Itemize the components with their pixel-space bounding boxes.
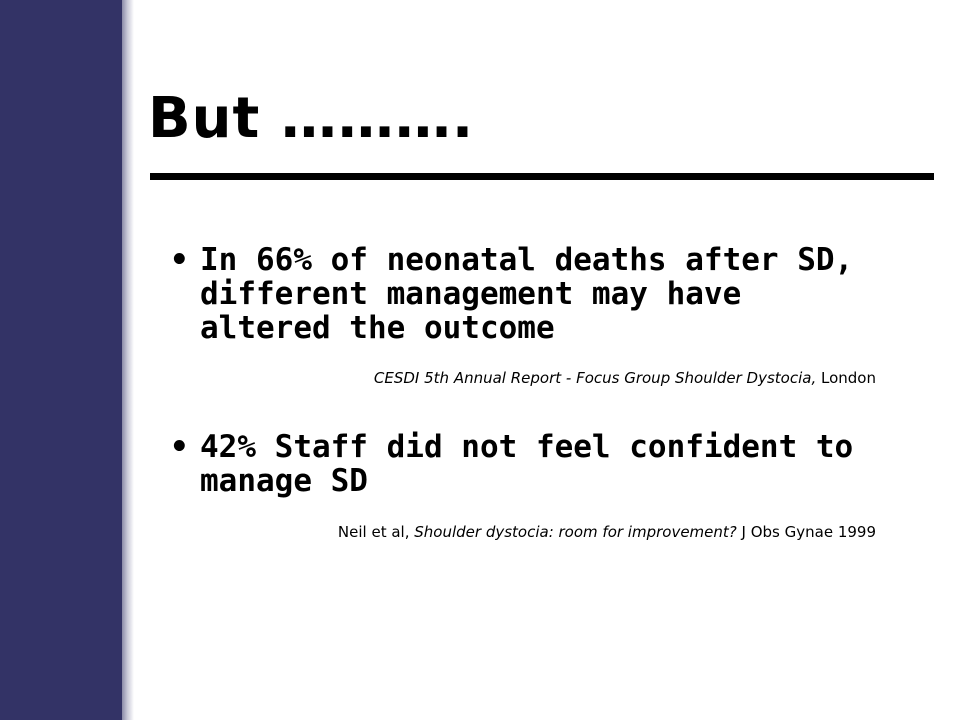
bullet-text: In 66% of neonatal deaths after SD, different management may have altered the outcome bbox=[200, 242, 854, 346]
citation-2 bbox=[338, 522, 876, 542]
bullet-marker: • bbox=[170, 242, 189, 278]
citation-authors: Neil et al, bbox=[337, 523, 415, 541]
bullet-item-1 bbox=[170, 243, 870, 345]
title-underline bbox=[150, 173, 934, 180]
left-sidebar-band bbox=[0, 0, 122, 720]
citation-1 bbox=[374, 368, 876, 388]
sidebar-shadow bbox=[122, 0, 134, 720]
slide-title: But ………. bbox=[148, 86, 475, 151]
citation-title: CESDI 5th Annual Report - Focus Group Shoulder Dystocia, bbox=[373, 369, 817, 387]
citation-title: Shoulder dystocia: room for improvement? bbox=[414, 523, 737, 541]
bullet-item-2 bbox=[170, 430, 870, 498]
bullet-text: 42% Staff did not feel confident to manage SD bbox=[200, 429, 854, 499]
citation-journal: J Obs Gynae 1999 bbox=[736, 523, 876, 541]
bullet-marker: • bbox=[170, 429, 189, 465]
citation-place: London bbox=[816, 369, 876, 387]
